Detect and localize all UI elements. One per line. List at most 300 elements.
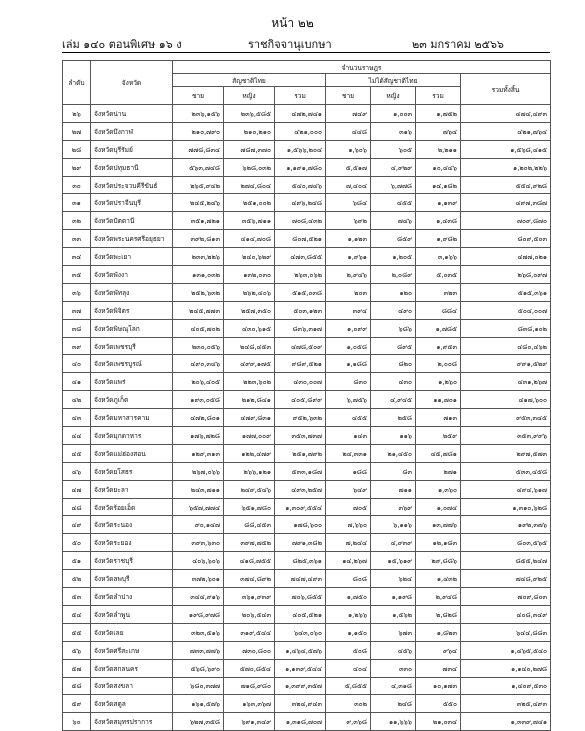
province-name-cell: จังหวัดลำพูน (91, 605, 173, 623)
nonthai-female-cell: ๑๒๐ (371, 283, 416, 301)
grand-total-cell: ๑,๕๖๘,๔๑๕ (461, 140, 551, 158)
thai-female-cell: ๔๑๔,๗๐๘ (224, 230, 275, 248)
row-index-cell: ๕๗ (63, 659, 91, 677)
row-index-cell: ๓๕ (63, 266, 91, 284)
province-name-cell: จังหวัดลำปาง (91, 588, 173, 606)
nonthai-total-cell: ๘๘๔ (416, 301, 461, 319)
thai-female-cell: ๑๖๓,๓๖๗ (224, 695, 275, 713)
grand-total-cell: ๔๐๘,๓๔๙ (461, 605, 551, 623)
thai-female-cell: ๒๔๘,๔๕๓ (224, 337, 275, 355)
thai-male-cell: ๒๐๖,๔๐๕ (173, 373, 224, 391)
thai-female-cell: ๓๖๑,๙๓๙ (224, 588, 275, 606)
row-index-cell: ๓๘ (63, 319, 91, 337)
province-name-cell: จังหวัดยะลา (91, 480, 173, 498)
thai-male-cell: ๔๗๒,๘๐๑ (173, 409, 224, 427)
grand-total-cell: ๗๐๙,๘๗๐ (461, 212, 551, 230)
row-index-cell: ๕๖ (63, 641, 91, 659)
province-name-cell: จังหวัดสตูล (91, 695, 173, 713)
table-row (63, 373, 551, 391)
thai-total-cell: ๘๒๕,๓๖๑ (275, 552, 326, 570)
thai-total-cell: ๔๓๐,๐๐๗ (275, 373, 326, 391)
thai-male-cell: ๓๔๔,๙๑๖ (173, 588, 224, 606)
nonthai-male-cell: ๗,๒๔๔ (326, 534, 371, 552)
row-index-cell: ๔๓ (63, 409, 91, 427)
thai-male-cell: ๔๙๐,๓๔๖ (173, 355, 224, 373)
nonthai-female-cell: ๑๕,๖๑๙ (371, 552, 416, 570)
grand-total-cell: ๑,๑๔๐,๒๗๘ (461, 659, 551, 677)
thai-total-cell: ๑,๓๙๙,๓๕๗ (275, 677, 326, 695)
province-name-cell: จังหวัดศรีสะเกษ (91, 641, 173, 659)
thai-total-cell: ๙๕๒,๖๓๒ (275, 409, 326, 427)
row-index-cell: ๔๔ (63, 427, 91, 445)
table-row (63, 283, 551, 301)
publication-name: ราชกิจจานุเบกษา (248, 38, 332, 51)
nonthai-total-cell: ๑๐,๔๔๖ (416, 158, 461, 176)
thai-male-cell: ๒๓๓,๒๒๖ (173, 248, 224, 266)
grand-total-cell: ๙๕๓,๓๔๕ (461, 409, 551, 427)
nonthai-female-cell: ๒๕๘ (371, 409, 416, 427)
nonthai-female-cell: ๔,๓๑๘ (371, 677, 416, 695)
row-index-cell: ๔๕ (63, 444, 91, 462)
nonthai-total-cell: ๕๕๐ (416, 695, 461, 713)
col-grand-total-header: รวมทั้งสิ้น (461, 74, 551, 105)
row-index-cell: ๒๖ (63, 105, 91, 123)
thai-total-cell: ๑,๑๓๙,๕๔๔ (275, 659, 326, 677)
table-row (63, 337, 551, 355)
nonthai-total-cell: ๑๓,๗๗๖ (416, 516, 461, 534)
nonthai-total-cell: ๒๗๑ (416, 462, 461, 480)
nonthai-male-cell: ๑,๐๕๘ (326, 337, 371, 355)
nonthai-total-cell: ๔๕,๗๘๑ (416, 444, 461, 462)
gazette-header (0, 35, 585, 51)
group-nonthai-header: ไม่ได้สัญชาติไทย (326, 74, 461, 87)
row-index-cell: ๔๗ (63, 480, 91, 498)
table-row (63, 713, 551, 731)
province-name-cell: จังหวัดลพบุรี (91, 570, 173, 588)
nonthai-female-cell: ๖๒๔ (371, 570, 416, 588)
row-index-cell: ๔๘ (63, 498, 91, 516)
thai-male-header: ชาย (173, 87, 224, 105)
thai-female-cell: ๓๗๔,๘๙๒ (224, 570, 275, 588)
nonthai-female-cell: ๖,๑๑๖ (371, 516, 416, 534)
province-name-cell: จังหวัดระนอง (91, 516, 173, 534)
thai-total-cell: ๗๔๗,๔๙๓ (275, 570, 326, 588)
nonthai-total-cell: ๒,๘๒๘ (416, 605, 461, 623)
table-row (63, 605, 551, 623)
thai-total-cell: ๔๙๖,๒๔๘ (275, 194, 326, 212)
header-rule (62, 52, 550, 53)
thai-male-cell: ๑๒๙,๓๑๓ (173, 444, 224, 462)
province-name-cell: จังหวัดพะเยา (91, 248, 173, 266)
thai-male-cell: ๒๓๐,๐๕๖ (173, 337, 224, 355)
nonthai-female-cell: ๗๔๖ (371, 212, 416, 230)
thai-male-cell: ๒๕๒,๖๓๒ (173, 283, 224, 301)
thai-total-cell: ๙๘๙,๕๒๑ (275, 355, 326, 373)
grand-total-cell: ๕๐๔,๐๐๗ (461, 301, 551, 319)
table-row (63, 498, 551, 516)
nonthai-female-cell: ๖๐๕ (371, 140, 416, 158)
province-name-cell: จังหวัดภูเก็ต (91, 391, 173, 409)
table-row (63, 212, 551, 230)
nonthai-female-cell: ๒๔๘ (371, 695, 416, 713)
thai-male-cell: ๒๔๕,๒๔๖ (173, 194, 224, 212)
table-row (63, 534, 551, 552)
row-index-cell: ๓๒ (63, 212, 91, 230)
table-row (63, 444, 551, 462)
table-row (63, 355, 551, 373)
nonthai-total-cell: ๑,๒๖๐ (416, 373, 461, 391)
thai-female-cell: ๔๙๙,๑๗๕ (224, 355, 275, 373)
row-index-cell: ๕๓ (63, 588, 91, 606)
table-row (63, 570, 551, 588)
province-name-cell: จังหวัดเลย (91, 623, 173, 641)
col-province-header: จังหวัด (91, 61, 173, 105)
nonthai-female-cell: ๘๓ (371, 462, 416, 480)
nonthai-male-cell: ๔๕๕ (326, 409, 371, 427)
thai-total-cell: ๔๙๓,๒๕๗ (275, 480, 326, 498)
nonthai-female-cell: ๘๒๐ (371, 355, 416, 373)
nonthai-female-cell: ๑,๐๐๓ (371, 105, 416, 123)
nonthai-total-cell: ๗๖๔ (416, 122, 461, 140)
nonthai-male-header: ชาย (326, 87, 371, 105)
grand-total-cell: ๒๙๗,๕๗๓ (461, 444, 551, 462)
thai-total-cell: ๔๐๕,๕๒๑ (275, 605, 326, 623)
nonthai-total-cell: ๒,๐๐๘ (416, 355, 461, 373)
nonthai-female-cell: ๘๙๕ (371, 337, 416, 355)
province-name-cell: จังหวัดพิษณุโลก (91, 319, 173, 337)
nonthai-total-cell: ๙๖๔ (416, 641, 461, 659)
nonthai-female-cell: ๒,๐๘๙ (371, 266, 416, 284)
province-name-cell: จังหวัดประจวบคีรีขันธ์ (91, 176, 173, 194)
province-name-cell: จังหวัดน่าน (91, 105, 173, 123)
thai-total-cell: ๑,๕๖๖,๒๐๔ (275, 140, 326, 158)
nonthai-male-cell: ๓๙๔ (326, 301, 371, 319)
row-index-cell: ๓๔ (63, 248, 91, 266)
nonthai-male-cell: ๔๐๔ (326, 659, 371, 677)
thai-female-cell: ๒๑๐,๒๑๐ (224, 122, 275, 140)
province-name-cell: จังหวัดสมุทรปราการ (91, 713, 173, 731)
nonthai-female-cell: ๘๕๙ (371, 230, 416, 248)
thai-female-cell: ๘๘,๔๕๓ (224, 516, 275, 534)
thai-total-cell: ๒๕๑,๗๙๒ (275, 444, 326, 462)
nonthai-male-cell: ๖๘๔ (326, 194, 371, 212)
thai-female-header: หญิง (224, 87, 275, 105)
table-row (63, 391, 551, 409)
nonthai-total-cell: ๓,๑๖๖ (416, 248, 461, 266)
grand-total-cell: ๔๓๑,๒๖๗ (461, 373, 551, 391)
thai-female-cell: ๒๖๖,๑๒๑ (224, 462, 275, 480)
nonthai-total-cell: ๑๐,๑๗๓ (416, 677, 461, 695)
province-name-cell: จังหวัดปราจีนบุรี (91, 194, 173, 212)
nonthai-female-cell: ๓๓๐ (371, 659, 416, 677)
row-index-cell: ๕๕ (63, 623, 91, 641)
nonthai-total-cell: ๑,๐๗๔ (416, 498, 461, 516)
thai-total-cell: ๕๑๕,๐๓๘ (275, 283, 326, 301)
thai-female-cell: ๓๙๗,๗๕๒ (224, 534, 275, 552)
nonthai-female-cell: ๓๖๙ (371, 498, 416, 516)
grand-total-cell: ๔๙๔,๖๑๗ (461, 480, 551, 498)
grand-total-cell: ๔๙๗,๓๘๗ (461, 194, 551, 212)
nonthai-total-cell: ๑,๗๘๕ (416, 319, 461, 337)
row-index-cell: ๕๒ (63, 570, 91, 588)
grand-total-cell: ๓๒๕,๔๙๓ (461, 695, 551, 713)
nonthai-male-cell: ๑,๑๒๓ (326, 230, 371, 248)
row-index-cell: ๕๑ (63, 552, 91, 570)
thai-female-cell: ๕๗๐,๘๕๔ (224, 659, 275, 677)
thai-female-cell: ๒๗๔,๘๐๔ (224, 176, 275, 194)
province-name-cell: จังหวัดแม่ฮ่องสอน (91, 444, 173, 462)
nonthai-female-cell: ๑๑๖ (371, 427, 416, 445)
col-index-header: ลำดับ (63, 61, 91, 105)
nonthai-male-cell: ๑,๑๕๐ (326, 623, 371, 641)
thai-male-cell: ๑๓๑,๐๓๒ (173, 266, 224, 284)
thai-total-cell: ๕๔๐,๗๔๖ (275, 176, 326, 194)
grand-total-cell: ๑,๒๐๒,๒๒๖ (461, 158, 551, 176)
thai-female-cell: ๗๑๘,๙๘๐ (224, 677, 275, 695)
thai-total-cell: ๑,๔๖๔,๕๗๖ (275, 641, 326, 659)
province-name-cell: จังหวัดบึงกาฬ (91, 122, 173, 140)
nonthai-female-cell: ๑,๕๖๒ (371, 605, 416, 623)
province-name-cell: จังหวัดเพชรบูรณ์ (91, 355, 173, 373)
nonthai-male-cell: ๑,๐๙๙ (326, 319, 371, 337)
group-thai-header: สัญชาติไทย (173, 74, 326, 87)
nonthai-female-cell: ๔๙๐ (371, 301, 416, 319)
thai-female-cell: ๒๖๒,๔๐๖ (224, 283, 275, 301)
nonthai-male-cell: ๖,๗๕๖ (326, 391, 371, 409)
thai-male-cell: ๗๗๘,๘๓๔ (173, 140, 224, 158)
thai-female-cell: ๖๙๑,๓๔๙ (224, 713, 275, 731)
grand-total-cell: ๘๕๕,๒๔๗ (461, 552, 551, 570)
thai-female-cell: ๔๓๐,๖๑๕ (224, 319, 275, 337)
population-table (62, 60, 551, 731)
nonthai-male-cell: ๕,๘๕๕ (326, 677, 371, 695)
province-name-cell: จังหวัดพัทลุง (91, 283, 173, 301)
table-row (63, 158, 551, 176)
thai-male-cell: ๑๗๖,๗๒๘ (173, 427, 224, 445)
nonthai-female-cell: ๔๓๐ (371, 373, 416, 391)
grand-total-cell: ๓๕๓,๙๙๖ (461, 427, 551, 445)
row-index-cell: ๓๖ (63, 283, 91, 301)
row-index-cell: ๓๑ (63, 194, 91, 212)
nonthai-male-cell: ๙,๓๖๘ (326, 713, 371, 731)
nonthai-male-cell: ๒,๙๔๖ (326, 266, 371, 284)
table-row (63, 230, 551, 248)
grand-total-cell: ๕๑๕,๓๖๑ (461, 283, 551, 301)
thai-male-cell: ๖๒๗,๓๕๘ (173, 713, 224, 731)
nonthai-male-cell: ๑๘๘ (326, 462, 371, 480)
publication-date: ๒๓ มกราคม ๒๕๖๖ (412, 38, 504, 51)
thai-female-cell: ๒๓๖,๕๘๕ (224, 105, 275, 123)
nonthai-total-cell: ๑,๔๓๘ (416, 212, 461, 230)
thai-female-cell: ๑๗๗,๐๐๙ (224, 427, 275, 445)
thai-male-cell: ๑๙๘,๙๗๘ (173, 605, 224, 623)
nonthai-total-cell: ๑,๙๕๓ (416, 337, 461, 355)
thai-total-cell: ๔๗๒,๗๔๑ (275, 105, 326, 123)
province-name-cell: จังหวัดเพชรบุรี (91, 337, 173, 355)
table-row (63, 552, 551, 570)
thai-male-cell: ๒๖๕,๙๔๒ (173, 176, 224, 194)
nonthai-female-cell: ๔๕๕ (371, 194, 416, 212)
province-name-cell: จังหวัดบุรีรัมย์ (91, 140, 173, 158)
thai-total-cell: ๓๒๔,๙๔๓ (275, 695, 326, 713)
nonthai-female-cell: ๔,๙๒๙ (371, 158, 416, 176)
page-number: หน้า ๒๒ (271, 16, 314, 30)
nonthai-female-cell: ๓๑๖ (371, 122, 416, 140)
table-row (63, 105, 551, 123)
thai-female-cell: ๖๕๑,๗๘๐ (224, 498, 275, 516)
row-index-cell: ๓๗ (63, 301, 91, 319)
row-index-cell: ๖๐ (63, 713, 91, 731)
thai-total-cell: ๓๕๓,๗๓๗ (275, 427, 326, 445)
thai-total-cell: ๑,๓๐๙,๕๕๔ (275, 498, 326, 516)
grand-total-cell: ๑,๔๖๕,๕๔๐ (461, 641, 551, 659)
grand-total-cell: ๔๑๗,๖๐๐ (461, 391, 551, 409)
row-index-cell: ๒๘ (63, 140, 91, 158)
thai-total-cell: ๕๐๓,๑๒๓ (275, 301, 326, 319)
nonthai-female-cell: ๔,๙๔๕ (371, 391, 416, 409)
nonthai-total-cell: ๒,๙๔๘ (416, 588, 461, 606)
thai-male-cell: ๔๐๕,๗๐๒ (173, 319, 224, 337)
nonthai-total-cell: ๑,๙๘๒ (416, 230, 461, 248)
table-row (63, 409, 551, 427)
thai-male-cell: ๒๓๖,๑๕๖ (173, 105, 224, 123)
row-index-cell: ๔๒ (63, 391, 91, 409)
table-row (63, 176, 551, 194)
thai-male-cell: ๙๐,๑๔๗ (173, 516, 224, 534)
grand-total-cell: ๗๐๙,๘๐๓ (461, 588, 551, 606)
province-name-cell: จังหวัดระยอง (91, 534, 173, 552)
row-index-cell: ๔๖ (63, 462, 91, 480)
nonthai-total-cell: ๑๒,๑๘๓ (416, 534, 461, 552)
thai-total-cell: ๕๓๓,๑๘๗ (275, 462, 326, 480)
nonthai-male-cell: ๗๐๕ (326, 498, 371, 516)
table-row (63, 462, 551, 480)
grand-total-cell: ๔๗๔,๔๙๓ (461, 105, 551, 123)
row-index-cell: ๕๘ (63, 677, 91, 695)
nonthai-male-cell: ๖๔๙ (326, 480, 371, 498)
nonthai-male-cell: ๓๐๒ (326, 695, 371, 713)
grand-total-cell: ๑,๓๑๐,๖๒๘ (461, 498, 551, 516)
thai-total-cell: ๘๐๗,๕๒๑ (275, 230, 326, 248)
nonthai-male-cell: ๗,๔๐๔ (326, 176, 371, 194)
thai-male-cell: ๓๒๓,๕๑๖ (173, 623, 224, 641)
thai-total-cell: ๑,๓๑๘,๗๐๗ (275, 713, 326, 731)
nonthai-total-cell: ๒๙,๘๘๖ (416, 552, 461, 570)
row-index-cell: ๕๙ (63, 695, 91, 713)
province-name-cell: จังหวัดพังงา (91, 266, 173, 284)
volume-info: เล่ม ๑๔๐ ตอนพิเศษ ๑๖ ง (62, 38, 182, 51)
thai-male-cell: ๒๔๓,๗๑๑ (173, 480, 224, 498)
grand-total-cell: ๙๙๑,๕๒๙ (461, 355, 551, 373)
nonthai-male-cell: ๑,๙๖๑ (326, 248, 371, 266)
grand-total-cell: ๕๕๔,๙๒๘ (461, 176, 551, 194)
province-name-cell: จังหวัดมหาสารคาม (91, 409, 173, 427)
grand-total-cell: ๔๗๗,๐๒๑ (461, 248, 551, 266)
thai-male-cell: ๑๖๑,๕๗๖ (173, 695, 224, 713)
thai-total-cell: ๑๗๘,๖๐๐ (275, 516, 326, 534)
group-population-header: จำนวนราษฎร (173, 61, 551, 74)
nonthai-male-cell: ๑๔๓ (326, 427, 371, 445)
grand-total-cell: ๘๐๓,๕๖๕ (461, 534, 551, 552)
thai-female-cell: ๗๓๐,๘๐๐ (224, 641, 275, 659)
thai-female-cell: ๒๕๗,๓๕๐ (224, 301, 275, 319)
nonthai-total-cell: ๑๑,๗๐๑ (416, 391, 461, 409)
nonthai-female-cell: ๑,๒๐๕ (371, 248, 416, 266)
table-row (63, 516, 551, 534)
thai-total-cell: ๒๖๓,๐๖๒ (275, 266, 326, 284)
table-row (63, 140, 551, 158)
nonthai-male-cell: ๑๔,๒๖๗ (326, 552, 371, 570)
table-row (63, 319, 551, 337)
thai-female-cell: ๔๗๙,๘๓๑ (224, 409, 275, 427)
nonthai-total-cell: ๒๑,๐๓๔ (416, 713, 461, 731)
thai-female-cell: ๓๑๙,๕๔๔ (224, 623, 275, 641)
grand-total-cell: ๑,๔๐๙,๕๓๐ (461, 677, 551, 695)
row-index-cell: ๓๐ (63, 176, 91, 194)
thai-female-cell: ๖๒๘,๐๓๒ (224, 158, 275, 176)
nonthai-male-cell: ๑,๗๕๐ (326, 588, 371, 606)
nonthai-female-cell: ๑,๑๙๘ (371, 588, 416, 606)
thai-total-header: รวม (275, 87, 326, 105)
nonthai-male-cell: ๖๙๒ (326, 212, 371, 230)
nonthai-male-cell: ๑,๑๘๘ (326, 355, 371, 373)
row-index-cell: ๔๑ (63, 373, 91, 391)
thai-female-cell: ๒๒๓,๖๐๒ (224, 373, 275, 391)
province-name-cell: จังหวัดสงขลา (91, 677, 173, 695)
nonthai-female-cell: ๖๘๖ (371, 319, 416, 337)
nonthai-total-cell: ๗๑๓ (416, 409, 461, 427)
table-row (63, 248, 551, 266)
nonthai-total-cell: ๑,๗๕๒ (416, 105, 461, 123)
province-name-cell: จังหวัดปทุมธานี (91, 158, 173, 176)
table-header (63, 61, 551, 105)
nonthai-male-cell: ๘๐๘ (326, 570, 371, 588)
nonthai-total-cell: ๑๔,๑๘๒ (416, 176, 461, 194)
thai-male-cell: ๑๙๓,๐๕๘ (173, 391, 224, 409)
thai-female-cell: ๑๓๒,๐๓๐ (224, 266, 275, 284)
grand-total-cell: ๒๖๘,๐๙๗ (461, 266, 551, 284)
province-name-cell: จังหวัดสกลนคร (91, 659, 173, 677)
province-name-cell: จังหวัดปัตตานี (91, 212, 173, 230)
table-row (63, 588, 551, 606)
table-row (63, 641, 551, 659)
thai-female-cell: ๒๔๙,๕๔๖ (224, 480, 275, 498)
thai-female-cell: ๒๕๑,๐๐๒ (224, 194, 275, 212)
nonthai-female-cell: ๔๕๖ (371, 641, 416, 659)
thai-male-cell: ๒๑๐,๗๙๐ (173, 122, 224, 140)
thai-male-cell: ๖๘๐,๓๗๗ (173, 677, 224, 695)
nonthai-male-cell: ๗๔๙ (326, 105, 371, 123)
thai-total-cell: ๔๒๑,๐๐๐ (275, 122, 326, 140)
table-row (63, 194, 551, 212)
thai-female-cell: ๒๔๐,๖๒๙ (224, 248, 275, 266)
grand-total-cell: ๘๐๙,๕๐๓ (461, 230, 551, 248)
nonthai-male-cell: ๒๐๓ (326, 283, 371, 301)
thai-female-cell: ๓๕๖,๗๑๑ (224, 212, 275, 230)
nonthai-total-cell: ๕,๐๓๕ (416, 266, 461, 284)
row-index-cell: ๕๔ (63, 605, 91, 623)
province-name-cell: จังหวัดแพร่ (91, 373, 173, 391)
thai-male-cell: ๓๙๒,๘๑๓ (173, 230, 224, 248)
grand-total-cell: ๑๙๒,๓๗๖ (461, 516, 551, 534)
thai-female-cell: ๒๐๖,๕๔๓ (224, 605, 275, 623)
row-index-cell: ๔๐ (63, 355, 91, 373)
nonthai-total-cell: ๗๓๔ (416, 659, 461, 677)
grand-total-cell: ๘๓๘,๑๐๒ (461, 319, 551, 337)
table-row (63, 695, 551, 713)
row-index-cell: ๒๗ (63, 122, 91, 140)
nonthai-female-cell: ๗๑๑ (371, 480, 416, 498)
